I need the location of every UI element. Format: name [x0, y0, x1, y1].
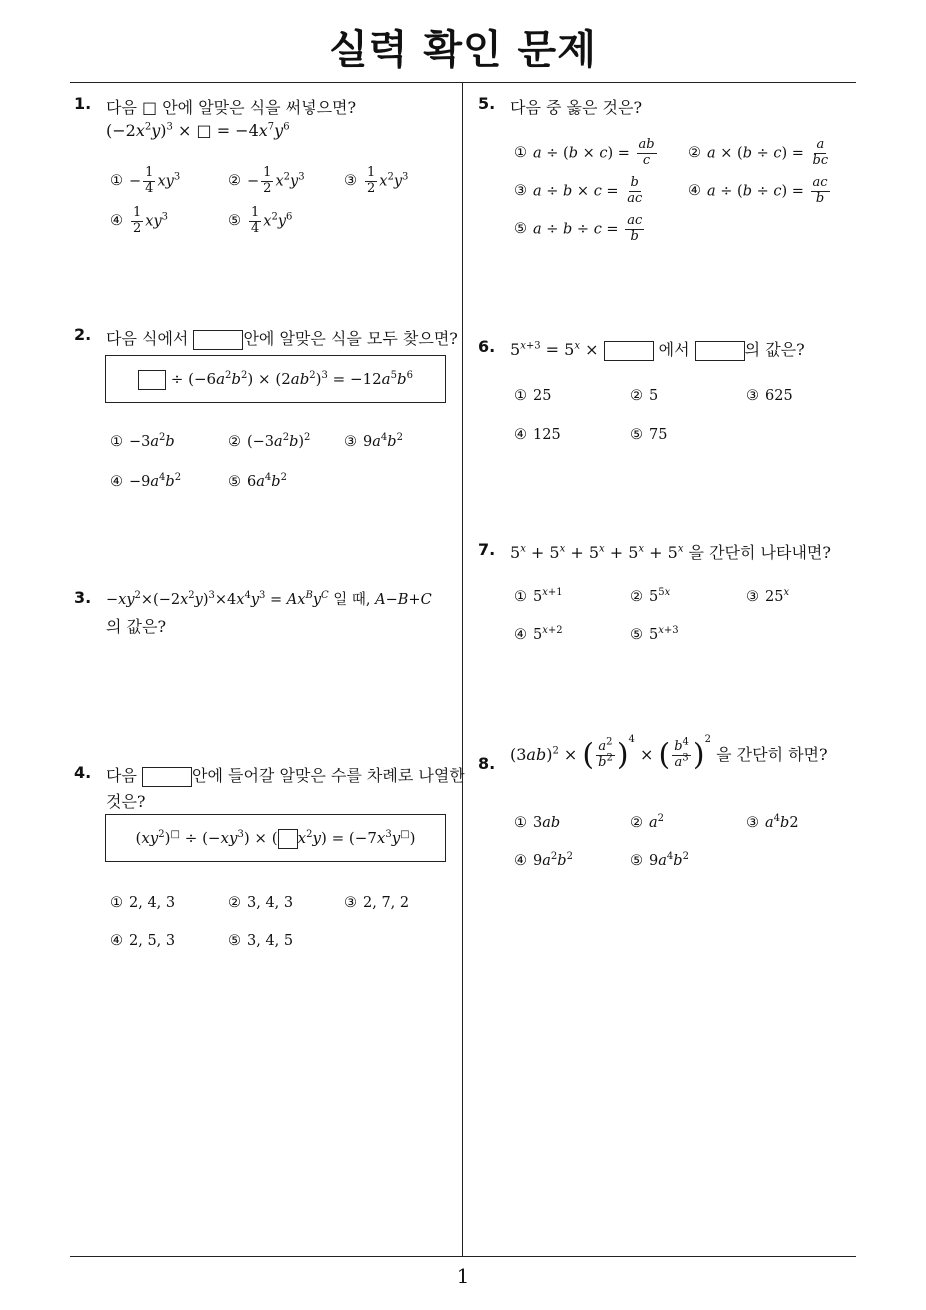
- question-text: 다음 안에 들어갈 알맞은 수를 차례로 나열한: [106, 766, 465, 785]
- option-2[interactable]: ② 5: [630, 388, 659, 404]
- option-4[interactable]: ④ $-9a^4b^2$: [110, 472, 182, 490]
- option-4[interactable]: ④ $\frac{1}{2}$ $xy^3$: [110, 205, 169, 236]
- option-5[interactable]: ⑤ $5^{x+3}$: [630, 625, 679, 643]
- question-text: $(3ab)^2$ × ( $\frac{a^2}{b^2}$ )$^4$ × ( $\frac{b^4}{a^3}$ )$^2$ 을 간단히 하면?: [510, 734, 828, 773]
- option-5[interactable]: ⑤ $\frac{1}{4}$ $x^2y^6$: [228, 205, 293, 236]
- option-1[interactable]: ① 25: [514, 388, 552, 404]
- option-2[interactable]: ② a × (b ÷ c) = $\frac{a}{bc}$: [688, 137, 829, 168]
- option-4[interactable]: ④ $9a^2b^2$: [514, 851, 573, 869]
- question-text: 의 값은?: [106, 617, 167, 636]
- option-5[interactable]: ⑤ $9a^4b^2$: [630, 851, 689, 869]
- option-5[interactable]: ⑤ 75: [630, 427, 668, 443]
- option-4[interactable]: ④ $5^{x+2}$: [514, 625, 563, 643]
- question-expression: $(-2x^2y)^3$ × □ = $-4x^7y^6$: [106, 121, 290, 140]
- question-number: 1.: [74, 94, 92, 113]
- column-divider: [462, 82, 463, 1257]
- option-3[interactable]: ③ $a^4b2$: [746, 813, 799, 831]
- question-number: 2.: [74, 325, 92, 344]
- option-3[interactable]: ③ 2, 7, 2: [344, 895, 410, 911]
- option-4[interactable]: ④ 125: [514, 427, 561, 443]
- question-number: 7.: [478, 540, 496, 559]
- option-2[interactable]: ② − $\frac{1}{2}$ $x^2y^3$: [228, 165, 305, 196]
- option-3[interactable]: ③ $9a^4b^2$: [344, 432, 403, 450]
- question-text: 다음 식에서 안에 알맞은 식을 모두 찾으면?: [106, 329, 458, 348]
- option-3[interactable]: ③ 625: [746, 388, 793, 404]
- option-4[interactable]: ④ a ÷ (b ÷ c) = $\frac{ac}{b}$: [688, 175, 828, 206]
- option-1[interactable]: ① $-3a^2b$: [110, 432, 175, 450]
- question-number: 5.: [478, 94, 496, 113]
- top-rule: [70, 82, 856, 83]
- question-number: 8.: [478, 754, 496, 773]
- question-number: 3.: [74, 588, 92, 607]
- option-3[interactable]: ③ a ÷ b × c = $\frac{b}{ac}$: [514, 175, 643, 206]
- bottom-rule: [70, 1256, 856, 1257]
- question-number: 4.: [74, 763, 92, 782]
- option-1[interactable]: ① 3ab: [514, 815, 561, 831]
- page-number: 1: [456, 1264, 470, 1288]
- option-5[interactable]: ⑤ a ÷ b ÷ c = $\frac{ac}{b}$: [514, 213, 643, 244]
- option-1[interactable]: ① 2, 4, 3: [110, 895, 176, 911]
- option-1[interactable]: ① $5^{x+1}$: [514, 587, 563, 605]
- question-text: 다음 중 옳은 것은?: [510, 98, 643, 117]
- option-4[interactable]: ④ 2, 5, 3: [110, 933, 176, 949]
- equation-box: $(xy^2)^□ \div (-xy^3)$ × ( $x^2y) = (-7x^3y^□)$: [105, 814, 446, 862]
- option-2[interactable]: ② $(-3a^2b)^2$: [228, 432, 311, 450]
- option-5[interactable]: ⑤ $6a^4b^2$: [228, 472, 287, 490]
- question-number: 6.: [478, 337, 496, 356]
- option-2[interactable]: ② 3, 4, 3: [228, 895, 294, 911]
- option-2[interactable]: ② $5^{5x}$: [630, 587, 671, 605]
- option-1[interactable]: ① − $\frac{1}{4}$ $xy^3$: [110, 165, 181, 196]
- equation-box: ÷ $(-6a^2b^2) \times (2ab^2)^3 = -12a^5b^6$: [105, 355, 446, 403]
- option-3[interactable]: ③ $\frac{1}{2}$ $x^2y^3$: [344, 165, 409, 196]
- question-text: $5^x + 5^x + 5^x + 5^x + 5^x$ 을 간단히 나타내면?: [510, 543, 831, 562]
- page-title: 실력 확인 문제: [329, 27, 597, 73]
- question-text: 다음 □ 안에 알맞은 식을 써넣으면?: [106, 98, 357, 117]
- option-2[interactable]: ② $a^2$: [630, 813, 665, 831]
- question-text: $5^{x+3} = 5^x$ × 에서 의 값은?: [510, 340, 805, 359]
- question-text-cont: 것은?: [106, 792, 146, 811]
- option-5[interactable]: ⑤ 3, 4, 5: [228, 933, 294, 949]
- question-expression: $-xy^2\times(-2x^2y)^3\times 4x^4y^3 = Ax^By^C$ 일 때, A−B+C: [106, 590, 432, 608]
- option-3[interactable]: ③ 25$^x$: [746, 587, 790, 605]
- option-1[interactable]: ① a ÷ (b × c) = $\frac{ab}{c}$: [514, 137, 655, 168]
